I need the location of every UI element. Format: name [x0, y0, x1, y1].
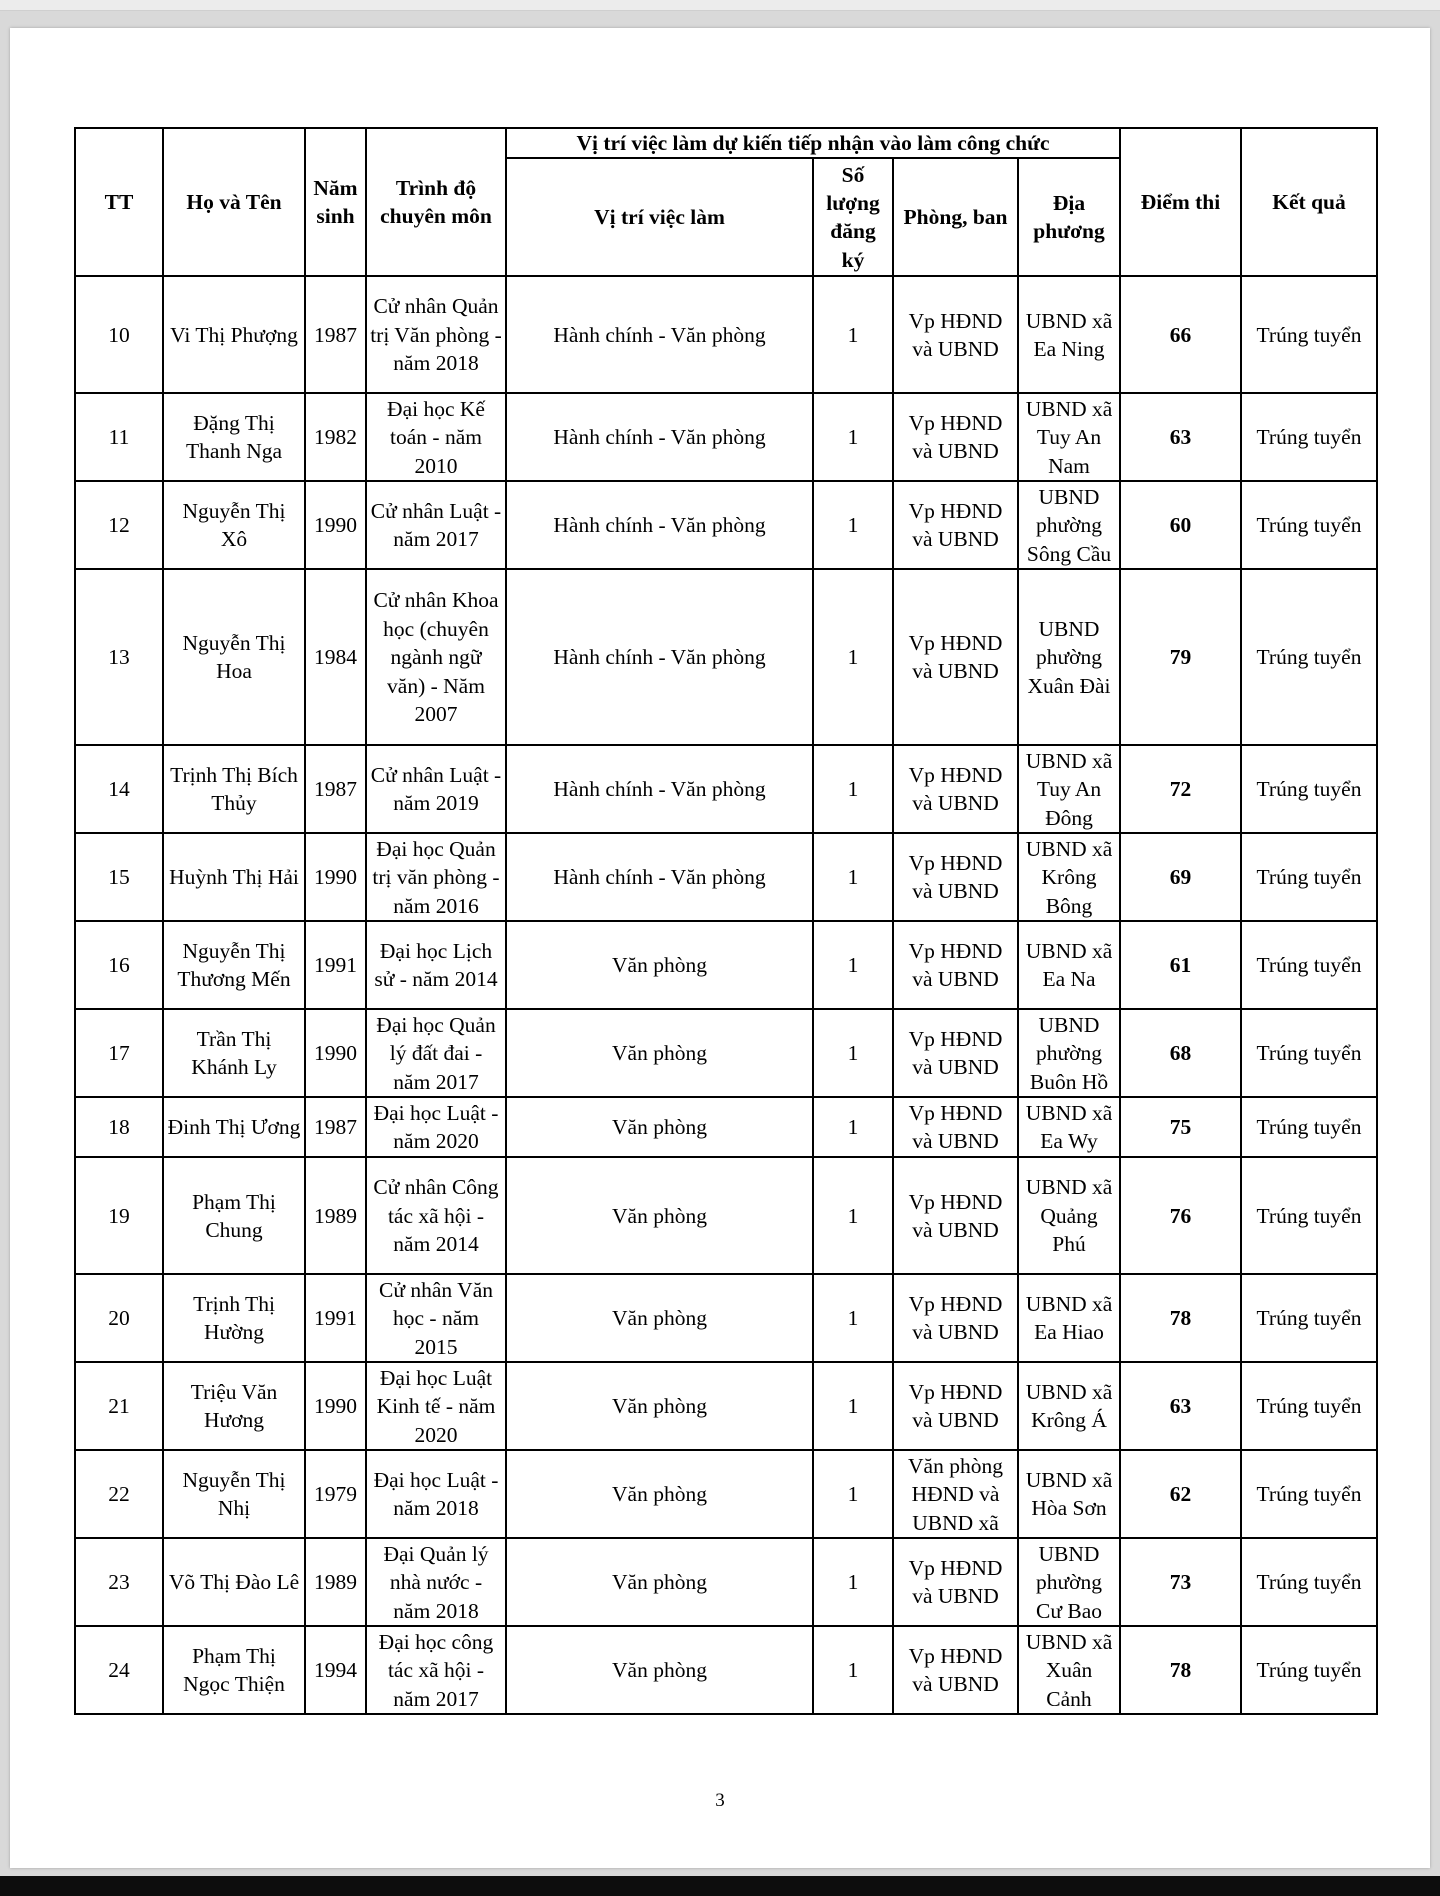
cell-score: 61: [1120, 921, 1241, 1009]
header-department: Phòng, ban: [893, 158, 1018, 276]
cell-position: Văn phòng: [506, 1362, 813, 1450]
cell-score: 63: [1120, 393, 1241, 481]
cell-tt: 23: [75, 1538, 163, 1626]
table-row: [75, 1450, 1377, 1538]
cell-name: Vi Thị Phượng: [163, 276, 305, 393]
header-locality: Địa phương: [1018, 158, 1120, 276]
cell-quantity: 1: [813, 833, 893, 921]
cell-department: Vp HĐND và UBND: [893, 569, 1018, 745]
cell-tt: 13: [75, 569, 163, 745]
cell-result: Trúng tuyển: [1241, 1538, 1377, 1626]
cell-quantity: 1: [813, 1274, 893, 1362]
viewer-bottom-bar: [0, 1876, 1440, 1896]
cell-result: Trúng tuyển: [1241, 1157, 1377, 1274]
cell-department: Vp HĐND và UBND: [893, 276, 1018, 393]
cell-name: Phạm Thị Ngọc Thiện: [163, 1626, 305, 1714]
cell-name: Trịnh Thị Hường: [163, 1274, 305, 1362]
cell-name: Võ Thị Đào Lê: [163, 1538, 305, 1626]
cell-position: Văn phòng: [506, 1626, 813, 1714]
cell-birth-year: 1987: [305, 1097, 366, 1157]
cell-qualification: Cử nhân Công tác xã hội - năm 2014: [366, 1157, 506, 1274]
header-position-group: Vị trí việc làm dự kiến tiếp nhận vào làm công chức: [506, 128, 1120, 158]
header-position: Vị trí việc làm: [506, 158, 813, 276]
header-quantity: Số lượng đăng ký: [813, 158, 893, 276]
cell-score: 69: [1120, 833, 1241, 921]
cell-birth-year: 1982: [305, 393, 366, 481]
header-score: Điểm thi: [1120, 128, 1241, 276]
cell-birth-year: 1991: [305, 1274, 366, 1362]
cell-birth-year: 1987: [305, 745, 366, 833]
table-row: [75, 1538, 1377, 1626]
cell-qualification: Cử nhân Khoa học (chuyên ngành ngữ văn) - Năm 2007: [366, 569, 506, 745]
cell-position: Văn phòng: [506, 1157, 813, 1274]
cell-quantity: 1: [813, 1450, 893, 1538]
table-row: [75, 1362, 1377, 1450]
table-row: [75, 393, 1377, 481]
cell-qualification: Cử nhân Luật - năm 2017: [366, 481, 506, 569]
cell-qualification: Đại học Quản lý đất đai - năm 2017: [366, 1009, 506, 1097]
cell-locality: UBND xã Quảng Phú: [1018, 1157, 1120, 1274]
cell-locality: UBND xã Ea Wy: [1018, 1097, 1120, 1157]
cell-result: Trúng tuyển: [1241, 745, 1377, 833]
cell-quantity: 1: [813, 276, 893, 393]
cell-position: Văn phòng: [506, 1538, 813, 1626]
cell-name: Trịnh Thị Bích Thủy: [163, 745, 305, 833]
cell-locality: UBND xã Tuy An Đông: [1018, 745, 1120, 833]
cell-position: Hành chính - Văn phòng: [506, 276, 813, 393]
cell-department: Vp HĐND và UBND: [893, 1097, 1018, 1157]
cell-locality: UBND phường Sông Cầu: [1018, 481, 1120, 569]
table-row: [75, 1626, 1377, 1714]
cell-qualification: Đại Quản lý nhà nước - năm 2018: [366, 1538, 506, 1626]
cell-qualification: Đại học Luật Kinh tế - năm 2020: [366, 1362, 506, 1450]
header-result: Kết quả: [1241, 128, 1377, 276]
cell-qualification: Đại học Luật - năm 2018: [366, 1450, 506, 1538]
cell-position: Hành chính - Văn phòng: [506, 569, 813, 745]
cell-birth-year: 1990: [305, 1362, 366, 1450]
cell-position: Văn phòng: [506, 1097, 813, 1157]
cell-birth-year: 1990: [305, 481, 366, 569]
cell-tt: 22: [75, 1450, 163, 1538]
cell-department: Vp HĐND và UBND: [893, 393, 1018, 481]
cell-department: Văn phòng HĐND và UBND xã: [893, 1450, 1018, 1538]
header-qualification: Trình độ chuyên môn: [366, 128, 506, 276]
document-page: [10, 28, 1430, 1868]
cell-birth-year: 1990: [305, 1009, 366, 1097]
cell-score: 63: [1120, 1362, 1241, 1450]
cell-tt: 14: [75, 745, 163, 833]
cell-name: Đinh Thị Ương: [163, 1097, 305, 1157]
cell-locality: UBND xã Xuân Cảnh: [1018, 1626, 1120, 1714]
table-header: [75, 128, 1377, 276]
cell-quantity: 1: [813, 1097, 893, 1157]
cell-qualification: Đại học Kế toán - năm 2010: [366, 393, 506, 481]
cell-result: Trúng tuyển: [1241, 1009, 1377, 1097]
cell-tt: 20: [75, 1274, 163, 1362]
viewer-top-bar: [0, 0, 1440, 11]
cell-birth-year: 1984: [305, 569, 366, 745]
results-table: [74, 127, 1378, 1715]
cell-tt: 15: [75, 833, 163, 921]
cell-birth-year: 1979: [305, 1450, 366, 1538]
cell-name: Huỳnh Thị Hải: [163, 833, 305, 921]
cell-score: 78: [1120, 1626, 1241, 1714]
cell-quantity: 1: [813, 1009, 893, 1097]
cell-position: Văn phòng: [506, 921, 813, 1009]
cell-position: Hành chính - Văn phòng: [506, 833, 813, 921]
cell-result: Trúng tuyển: [1241, 1274, 1377, 1362]
cell-name: Phạm Thị Chung: [163, 1157, 305, 1274]
table-row: [75, 481, 1377, 569]
cell-department: Vp HĐND và UBND: [893, 481, 1018, 569]
cell-name: Nguyễn Thị Xô: [163, 481, 305, 569]
cell-locality: UBND xã Ea Ning: [1018, 276, 1120, 393]
header-tt: TT: [75, 128, 163, 276]
cell-department: Vp HĐND và UBND: [893, 1538, 1018, 1626]
cell-position: Hành chính - Văn phòng: [506, 393, 813, 481]
cell-name: Nguyễn Thị Thương Mến: [163, 921, 305, 1009]
cell-result: Trúng tuyển: [1241, 481, 1377, 569]
cell-name: Nguyễn Thị Nhị: [163, 1450, 305, 1538]
table-row: [75, 569, 1377, 745]
cell-birth-year: 1989: [305, 1538, 366, 1626]
cell-name: Đặng Thị Thanh Nga: [163, 393, 305, 481]
cell-score: 68: [1120, 1009, 1241, 1097]
cell-department: Vp HĐND và UBND: [893, 921, 1018, 1009]
cell-quantity: 1: [813, 481, 893, 569]
cell-tt: 21: [75, 1362, 163, 1450]
cell-locality: UBND xã Ea Na: [1018, 921, 1120, 1009]
cell-result: Trúng tuyển: [1241, 569, 1377, 745]
cell-quantity: 1: [813, 569, 893, 745]
cell-tt: 10: [75, 276, 163, 393]
cell-qualification: Đại học công tác xã hội - năm 2017: [366, 1626, 506, 1714]
cell-score: 78: [1120, 1274, 1241, 1362]
cell-score: 75: [1120, 1097, 1241, 1157]
cell-locality: UBND xã Tuy An Nam: [1018, 393, 1120, 481]
table-row: [75, 276, 1377, 393]
cell-quantity: 1: [813, 745, 893, 833]
cell-result: Trúng tuyển: [1241, 1097, 1377, 1157]
cell-quantity: 1: [813, 1362, 893, 1450]
cell-tt: 12: [75, 481, 163, 569]
cell-tt: 16: [75, 921, 163, 1009]
cell-qualification: Đại học Quản trị văn phòng - năm 2016: [366, 833, 506, 921]
cell-quantity: 1: [813, 1538, 893, 1626]
cell-qualification: Cử nhân Văn học - năm 2015: [366, 1274, 506, 1362]
cell-score: 73: [1120, 1538, 1241, 1626]
table-row: [75, 1274, 1377, 1362]
cell-score: 60: [1120, 481, 1241, 569]
cell-tt: 18: [75, 1097, 163, 1157]
cell-locality: UBND phường Xuân Đài: [1018, 569, 1120, 745]
cell-department: Vp HĐND và UBND: [893, 1362, 1018, 1450]
cell-quantity: 1: [813, 1157, 893, 1274]
cell-result: Trúng tuyển: [1241, 276, 1377, 393]
cell-result: Trúng tuyển: [1241, 393, 1377, 481]
cell-result: Trúng tuyển: [1241, 1626, 1377, 1714]
cell-position: Văn phòng: [506, 1450, 813, 1538]
cell-locality: UBND phường Buôn Hồ: [1018, 1009, 1120, 1097]
cell-birth-year: 1990: [305, 833, 366, 921]
cell-position: Văn phòng: [506, 1274, 813, 1362]
cell-locality: UBND xã Ea Hiao: [1018, 1274, 1120, 1362]
cell-locality: UBND xã Hòa Sơn: [1018, 1450, 1120, 1538]
cell-name: Nguyễn Thị Hoa: [163, 569, 305, 745]
table-row: [75, 1009, 1377, 1097]
cell-department: Vp HĐND và UBND: [893, 745, 1018, 833]
table-body: [75, 276, 1377, 1714]
cell-name: Triệu Văn Hương: [163, 1362, 305, 1450]
table-row: [75, 1097, 1377, 1157]
cell-score: 66: [1120, 276, 1241, 393]
cell-position: Hành chính - Văn phòng: [506, 481, 813, 569]
table-row: [75, 833, 1377, 921]
cell-birth-year: 1994: [305, 1626, 366, 1714]
page-number: 3: [715, 1790, 725, 1811]
cell-score: 76: [1120, 1157, 1241, 1274]
cell-qualification: Đại học Luật - năm 2020: [366, 1097, 506, 1157]
cell-department: Vp HĐND và UBND: [893, 1626, 1018, 1714]
cell-result: Trúng tuyển: [1241, 921, 1377, 1009]
cell-position: Hành chính - Văn phòng: [506, 745, 813, 833]
cell-birth-year: 1987: [305, 276, 366, 393]
cell-quantity: 1: [813, 921, 893, 1009]
cell-quantity: 1: [813, 1626, 893, 1714]
cell-locality: UBND xã Krông Á: [1018, 1362, 1120, 1450]
cell-qualification: Đại học Lịch sử - năm 2014: [366, 921, 506, 1009]
cell-birth-year: 1991: [305, 921, 366, 1009]
table-row: [75, 745, 1377, 833]
cell-tt: 17: [75, 1009, 163, 1097]
table-row: [75, 921, 1377, 1009]
cell-name: Trần Thị Khánh Ly: [163, 1009, 305, 1097]
header-name: Họ và Tên: [163, 128, 305, 276]
cell-department: Vp HĐND và UBND: [893, 1274, 1018, 1362]
cell-result: Trúng tuyển: [1241, 833, 1377, 921]
cell-quantity: 1: [813, 393, 893, 481]
cell-position: Văn phòng: [506, 1009, 813, 1097]
cell-tt: 11: [75, 393, 163, 481]
cell-birth-year: 1989: [305, 1157, 366, 1274]
table-row: [75, 1157, 1377, 1274]
cell-department: Vp HĐND và UBND: [893, 833, 1018, 921]
cell-qualification: Cử nhân Luật - năm 2019: [366, 745, 506, 833]
cell-score: 72: [1120, 745, 1241, 833]
cell-locality: UBND phường Cư Bao: [1018, 1538, 1120, 1626]
cell-score: 62: [1120, 1450, 1241, 1538]
cell-score: 79: [1120, 569, 1241, 745]
cell-tt: 24: [75, 1626, 163, 1714]
cell-qualification: Cử nhân Quản trị Văn phòng - năm 2018: [366, 276, 506, 393]
header-birth-year: Năm sinh: [305, 128, 366, 276]
cell-result: Trúng tuyển: [1241, 1362, 1377, 1450]
cell-result: Trúng tuyển: [1241, 1450, 1377, 1538]
cell-locality: UBND xã Krông Bông: [1018, 833, 1120, 921]
cell-department: Vp HĐND và UBND: [893, 1009, 1018, 1097]
cell-department: Vp HĐND và UBND: [893, 1157, 1018, 1274]
cell-tt: 19: [75, 1157, 163, 1274]
